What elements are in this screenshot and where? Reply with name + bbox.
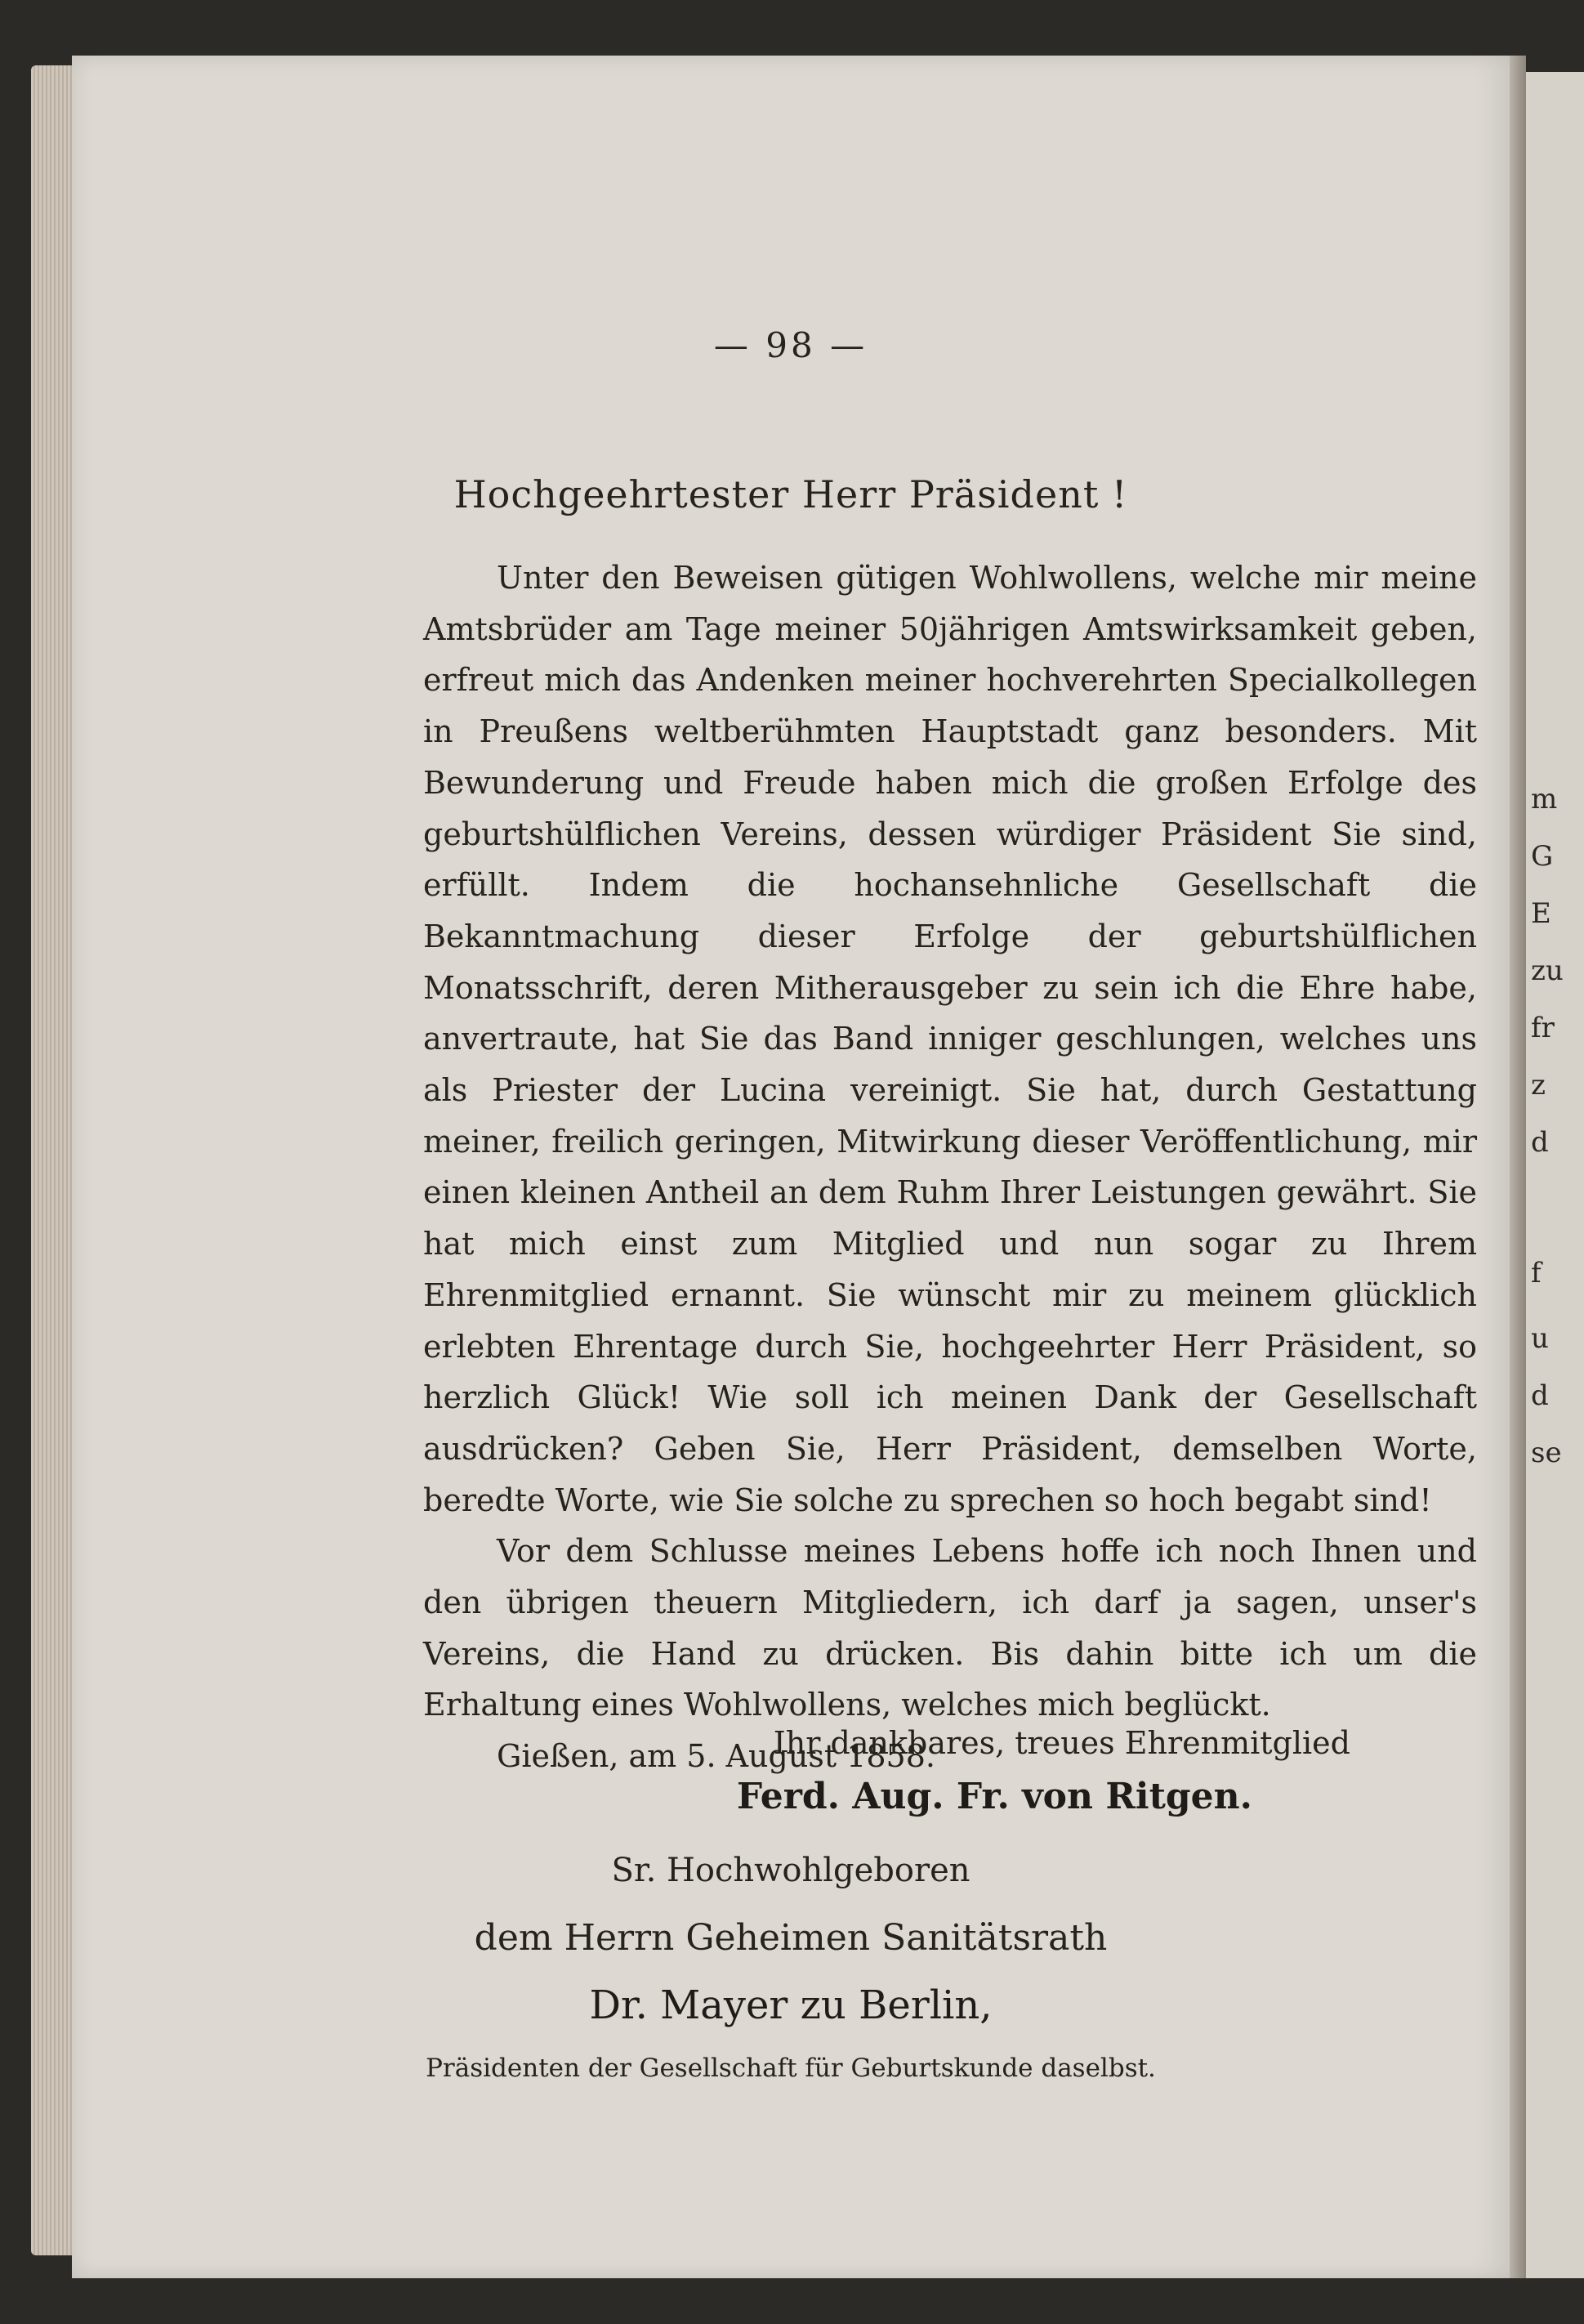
fragment: d: [1531, 1126, 1549, 1159]
address-line-3: Dr. Mayer zu Berlin,: [589, 1982, 993, 2028]
letter-body: [423, 552, 1477, 1782]
page-number: — 98 —: [713, 325, 868, 365]
fragment: fr: [1531, 1012, 1555, 1044]
fragment: u: [1531, 1322, 1549, 1355]
address-line-1: Sr. Hochwohlgeboren: [611, 1852, 970, 1889]
facing-page-edge: [1526, 72, 1584, 2278]
book: [15, 33, 1584, 2321]
fragment: z: [1531, 1069, 1546, 1102]
place-date: Gießen, am 5. August 1858.: [497, 1738, 935, 1775]
fragment: G: [1531, 840, 1554, 873]
fragment: m: [1531, 783, 1558, 816]
address-line-4: Präsidenten der Gesellschaft für Geburtskunde daselbst.: [426, 2054, 1156, 2083]
fragment: E: [1531, 897, 1551, 930]
fragment: se: [1531, 1437, 1562, 1469]
signature: Ferd. Aug. Fr. von Ritgen.: [736, 1776, 1252, 1817]
closing-line: Ihr dankbares, treues Ehrenmitglied: [773, 1725, 1350, 1761]
salutation: Hochgeehrtester Herr Präsident !: [453, 472, 1128, 516]
fragment: f: [1531, 1257, 1542, 1289]
paragraph-1: Unter den Beweisen gütigen Wohlwollens, welche mir meine Amtsbrüder am Tage meiner 50jährigen Amtswirksamkeit geben, erfreut mich das Andenken meiner hochverehrten Specialkollegen in Preußens weltberühmten Hauptstadt ganz besonders. Mit Bewunderung und Freude haben mich die großen Erfolge des geburtshülflichen Vereins, dessen würdiger Präsident Sie sind, erfüllt. Indem die hochansehnliche Gesellschaft die Bekanntmachung dieser Erfolge der geburtshülflichen Monatsschrift, deren Mitherausgeber zu sein ich die Ehre habe, anvertraute, hat Sie das Band inniger geschlungen, welches uns als Priester der Lucina vereinigt. Sie hat, durch Gestattung meiner, freilich geringen, Mitwirkung dieser Veröffentlichung, mir einen kleinen Antheil an dem Ruhm Ihrer Leistungen gewährt. Sie hat mich einst zum Mitglied und nun sogar zu Ihrem Ehrenmitglied ernannt. Sie wünscht mir zu meinem glücklich erlebten Ehrentage durch Sie, hochgeehrter Herr Präsident, so herzlich Glück! Wie soll ich meinen Dank der Gesellschaft ausdrücken? Geben Sie, Herr Präsident, demselben Worte, beredte Worte, wie Sie solche zu sprechen so hoch begabt sind!: [423, 560, 1477, 1518]
address-line-2: dem Herrn Geheimen Sanitätsrath: [474, 1917, 1108, 1959]
fragment: d: [1531, 1379, 1549, 1412]
paragraph-2: Vor dem Schlusse meines Lebens hoffe ich noch Ihnen und den übrigen theuern Mitgliedern, ich darf ja sagen, unser's Vereins, die Hand zu drücken. Bis dahin bitte ich um die Erhaltung eines Wohlwollens, welches mich beglückt.: [423, 1533, 1477, 1723]
fragment: zu: [1531, 954, 1564, 987]
book-gutter: [1510, 56, 1526, 2278]
book-page: [72, 56, 1510, 2278]
